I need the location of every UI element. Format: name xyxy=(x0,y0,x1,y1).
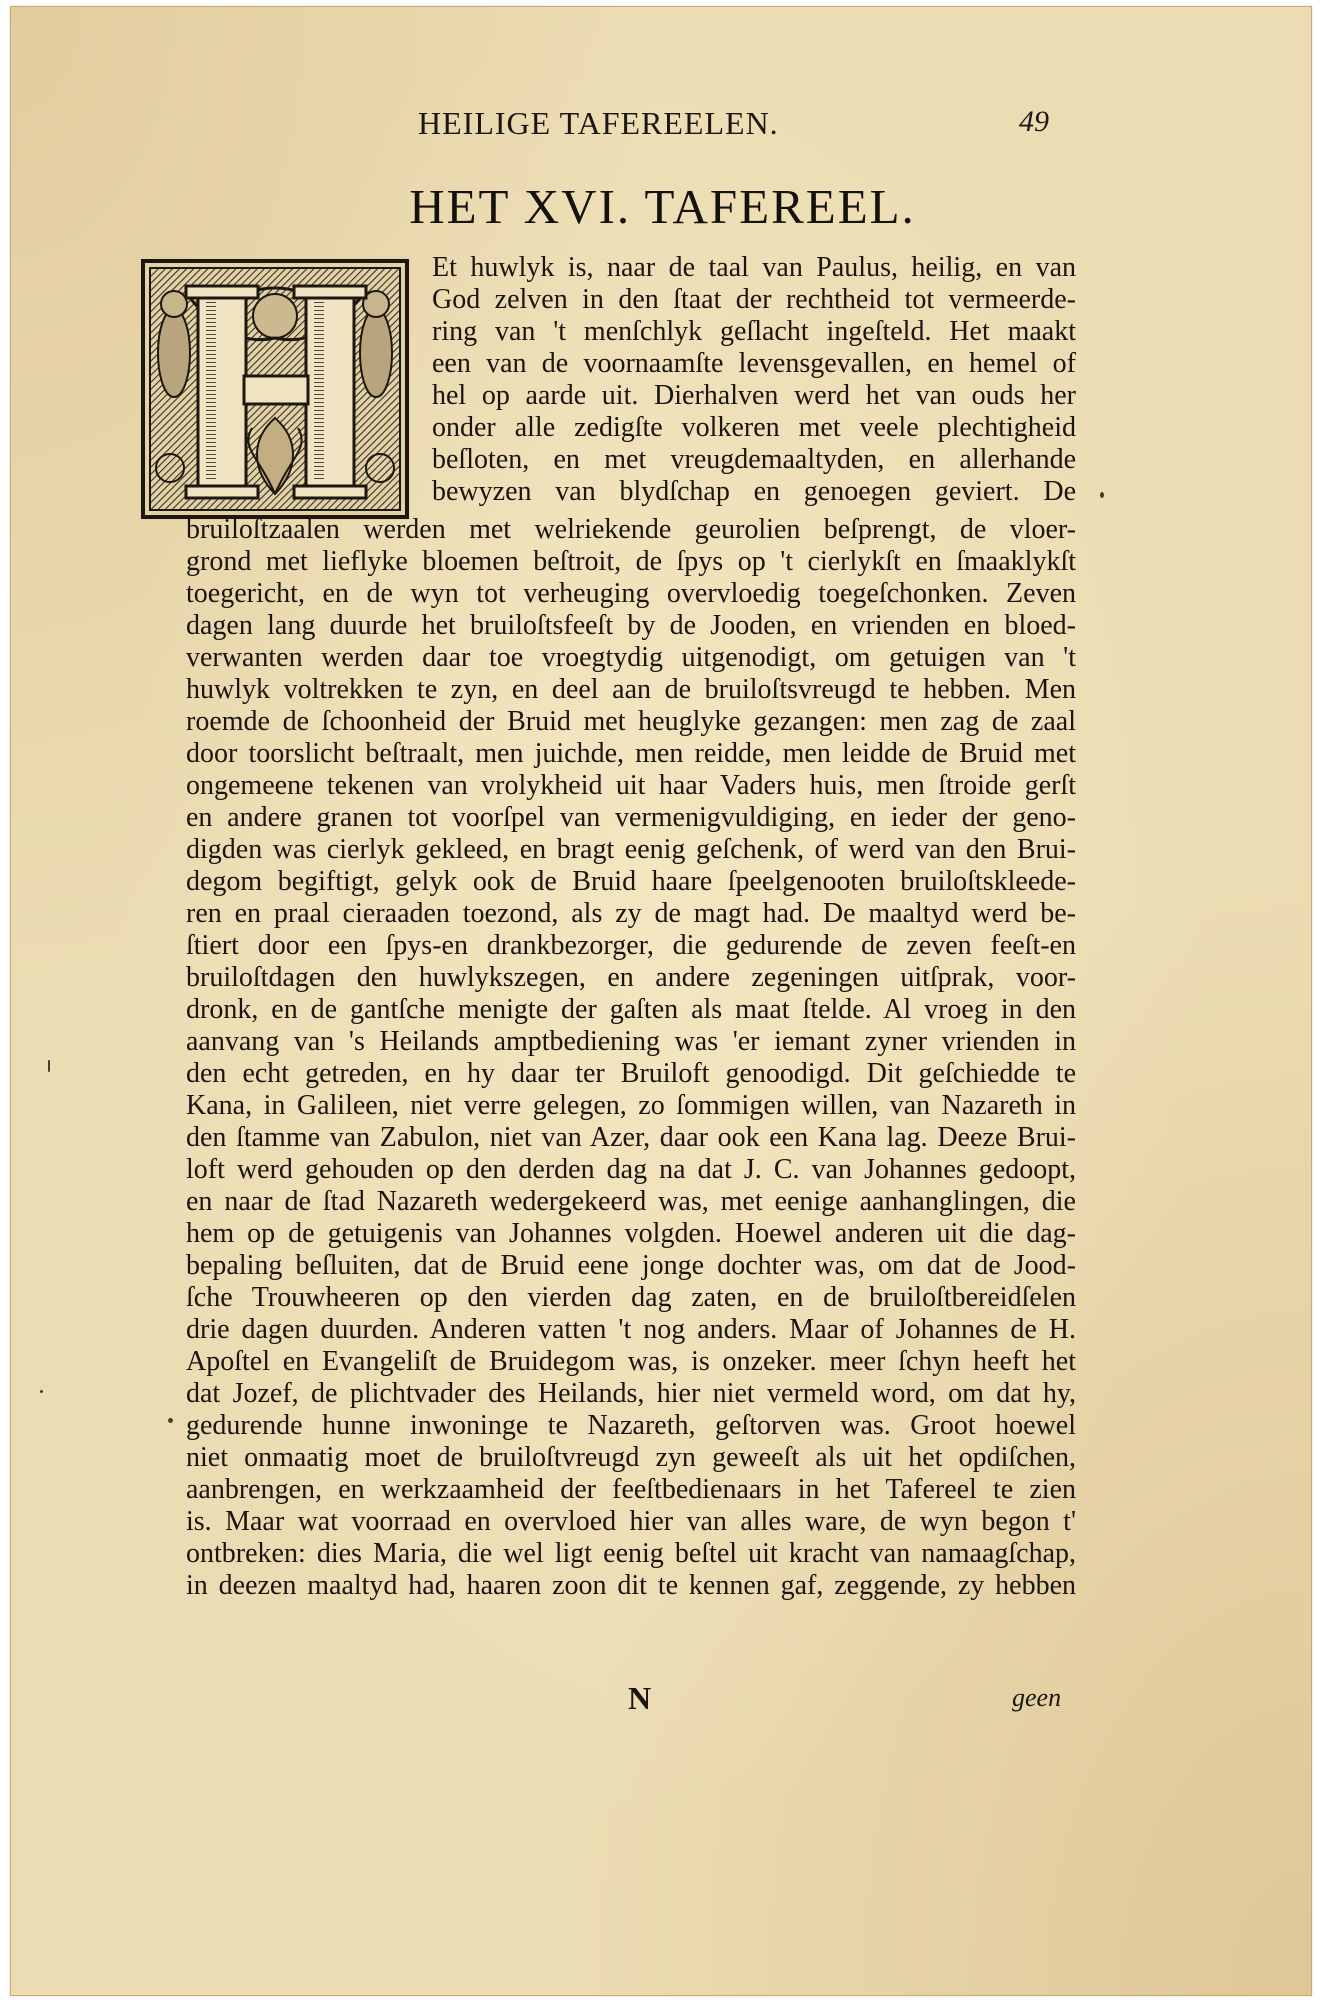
text-line: bewyzen van blydſchap en genoegen geviert. De xyxy=(432,476,1076,507)
text-line: den echt getreden, en hy daar ter Bruiloft genoodigd. Dit geſchiedde te xyxy=(186,1058,1076,1089)
paper-speck xyxy=(1100,492,1104,498)
text-line: God zelven in den ſtaat der rechtheid tot vermeerde- xyxy=(432,284,1076,315)
text-line: verwanten werden daar toe vroegtydig uitgenodigt, om getuigen van 't xyxy=(186,642,1076,673)
text-line: dagen lang duurde het bruiloſtsfeeſt by de Jooden, en vrienden en bloed- xyxy=(186,610,1076,641)
text-line: toegericht, en de wyn tot verheuging overvloedig toegeſchonken. Zeven xyxy=(186,578,1076,609)
text-line: hem op de getuigenis van Johannes volgden. Hoewel anderen uit die dag- xyxy=(186,1218,1076,1249)
text-line: beſloten, en met vreugdemaaltyden, en allerhande xyxy=(432,444,1076,475)
text-line: ſche Trouwheeren op den vierden dag zaten, en de bruiloſtbereidſelen xyxy=(186,1282,1076,1313)
text-line: degom begiftigt, gelyk ook de Bruid haare ſpeelgenooten bruiloſtskleede- xyxy=(186,866,1076,897)
paper-speck xyxy=(168,1418,173,1423)
text-line: bruiloſtzaalen werden met welriekende geurolien beſprengt, de vloer- xyxy=(186,514,1076,545)
text-line: loft werd gehouden op den derden dag na dat J. C. van Johannes gedoopt, xyxy=(186,1154,1076,1185)
text-line: gedurende hunne inwoninge te Nazareth, geſtorven was. Groot hoewel xyxy=(186,1410,1076,1441)
text-line: is. Maar wat voorraad en overvloed hier van alles ware, de wyn begon t' xyxy=(186,1506,1076,1537)
text-line: grond met lieflyke bloemen beſtroit, de ſpys op 't cierlykſt en ſmaaklykſt xyxy=(186,546,1076,577)
text-line: roemde de ſchoonheid der Bruid met heuglyke gezangen: men zag de zaal xyxy=(186,706,1076,737)
text-line: huwlyk voltrekken te zyn, en deel aan de bruiloſtsvreugd te hebben. Men xyxy=(186,674,1076,705)
paper-speck xyxy=(40,1390,43,1393)
text-line: aanbrengen, en werkzaamheid der feeſtbedienaars in het Tafereel te zien xyxy=(186,1474,1076,1505)
text-line: onder alle zedigſte volkeren met veele plechtigheid xyxy=(432,412,1076,443)
text-line: aanvang van 's Heilands amptbediening was 'er iemant zyner vrienden in xyxy=(186,1026,1076,1057)
text-line: drie dagen duurden. Anderen vatten 't nog anders. Maar of Johannes de H. xyxy=(186,1314,1076,1345)
running-title: HEILIGE TAFEREELEN. xyxy=(418,105,779,141)
paper-speck xyxy=(48,1060,50,1072)
text-line: ren en praal cieraaden toezond, als zy de magt had. De maaltyd werd be- xyxy=(186,898,1076,929)
text-line: ontbreken: dies Maria, die wel ligt eenig beſtel uit kracht van namaagſchap, xyxy=(186,1538,1076,1569)
text-line: een van de voornaamſte levensgevallen, en hemel of xyxy=(432,348,1076,379)
text-line: en andere granen tot voorſpel van vermenigvuldiging, en ieder der geno- xyxy=(186,802,1076,833)
text-line: Apoſtel en Evangeliſt de Bruidegom was, is onzeker. meer ſchyn heeft het xyxy=(186,1346,1076,1377)
text-line: ongemeene tekenen van vrolykheid uit haar Vaders huis, men ſtroide gerſt xyxy=(186,770,1076,801)
page-number: 49 xyxy=(1019,105,1049,138)
catchword: geen xyxy=(1012,1683,1062,1712)
text-line: in deezen maaltyd had, haaren zoon dit te kennen gaf, zeggende, zy hebben xyxy=(186,1570,1076,1601)
signature-mark: N xyxy=(628,1680,652,1716)
text-line: hel op aarde uit. Dierhalven werd het van ouds her xyxy=(432,380,1076,411)
chapter-title: HET XVI. TAFEREEL. xyxy=(409,179,916,234)
text-line: Et huwlyk is, naar de taal van Paulus, heilig, en van xyxy=(432,252,1076,283)
text-line: bepaling beſluiten, dat de Bruid eene jonge dochter was, om dat de Jood- xyxy=(186,1250,1076,1281)
text-line: ſtiert door een ſpys-en drankbezorger, die gedurende de zeven feeſt-en xyxy=(186,930,1076,961)
text-line: niet onmaatig moet de bruiloſtvreugd zyn geweeſt als uit het opdiſchen, xyxy=(186,1442,1076,1473)
text-line: digden was cierlyk gekleed, en bragt eenig geſchenk, of werd van den Brui- xyxy=(186,834,1076,865)
text-line: dat Jozef, de plichtvader des Heilands, hier niet vermeld word, om dat hy, xyxy=(186,1378,1076,1409)
text-line: den ſtamme van Zabulon, niet van Azer, daar ook een Kana lag. Deeze Brui- xyxy=(186,1122,1076,1153)
text-line: door toorslicht beſtraalt, men juichde, men reidde, men leidde de Bruid met xyxy=(186,738,1076,769)
text-line: en naar de ſtad Nazareth wedergekeerd was, met eenige aanhanglingen, die xyxy=(186,1186,1076,1217)
text-line: ring van 't menſchlyk geſlacht ingeſteld. Het maakt xyxy=(432,316,1076,347)
text-line: dronk, en de gantſche menigte der gaſten als maat ſtelde. Al vroeg in den xyxy=(186,994,1076,1025)
text-line: bruiloſtdagen den huwlykszegen, en andere zegeningen uitſprak, voor- xyxy=(186,962,1076,993)
text-line: Kana, in Galileen, niet verre gelegen, zo ſommigen willen, van Nazareth in xyxy=(186,1090,1076,1121)
